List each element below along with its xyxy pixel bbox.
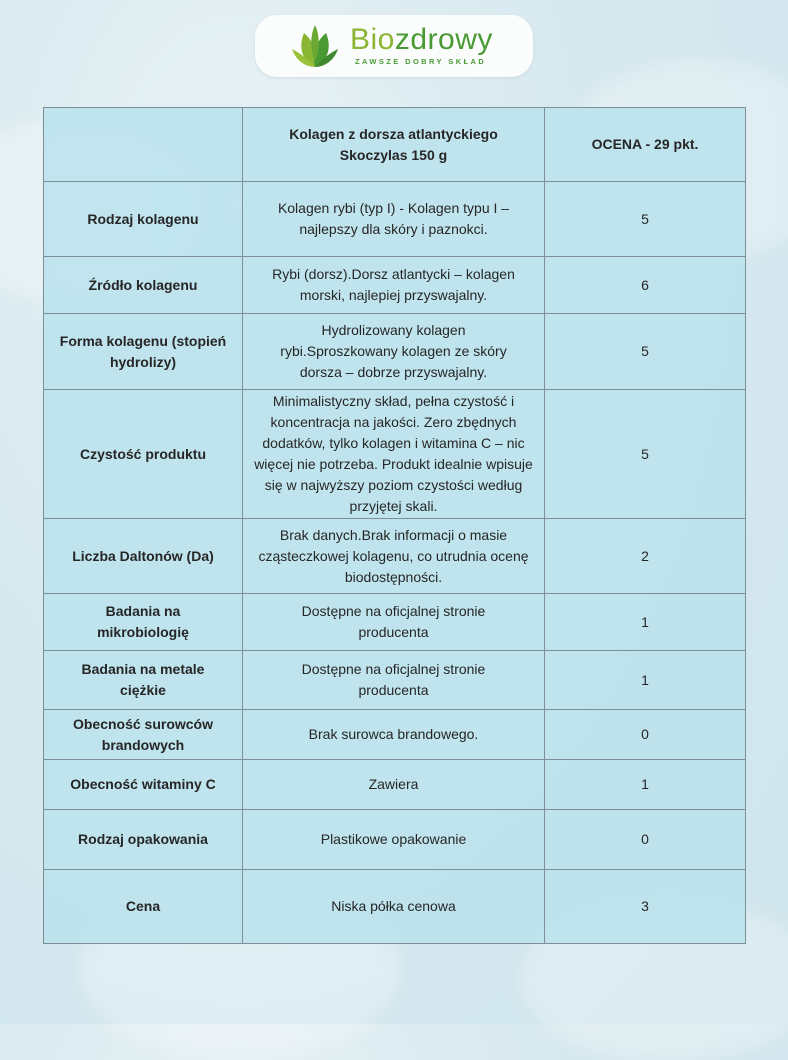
table-row bbox=[44, 810, 746, 870]
row-score: 3 bbox=[545, 870, 746, 944]
header-product: Kolagen z dorsza atlantyckiego Skoczylas 150 g bbox=[243, 108, 545, 182]
row-score: 1 bbox=[545, 594, 746, 651]
row-criterion: Źródło kolagenu bbox=[44, 257, 243, 314]
row-description: Kolagen rybi (typ I) - Kolagen typu I – najlepszy dla skóry i paznokci. bbox=[243, 182, 545, 257]
table-row bbox=[44, 710, 746, 760]
row-score: 6 bbox=[545, 257, 746, 314]
row-criterion: Obecność witaminy C bbox=[44, 760, 243, 810]
row-score: 1 bbox=[545, 651, 746, 710]
row-score: 5 bbox=[545, 314, 746, 390]
row-description: Rybi (dorsz).Dorsz atlantycki – kolagen morski, najlepiej przyswajalny. bbox=[243, 257, 545, 314]
table-row bbox=[44, 760, 746, 810]
row-criterion: Obecność surowców brandowych bbox=[44, 710, 243, 760]
table-row bbox=[44, 390, 746, 519]
row-description: Minimalistyczny skład, pełna czystość i koncentracja na jakości. Zero zbędnych dodatków, tylko kolagen i witamina C – nic więcej nie potrzeba. Produkt idealnie wpisuje się w najwyższy poziom czystości według przyjętej skali. bbox=[243, 390, 545, 519]
row-description: Dostępne na oficjalnej stronie producenta bbox=[243, 651, 545, 710]
table-row bbox=[44, 519, 746, 594]
row-criterion: Rodzaj opakowania bbox=[44, 810, 243, 870]
row-description: Hydrolizowany kolagen rybi.Sproszkowany kolagen ze skóry dorsza – dobrze przyswajalny. bbox=[243, 314, 545, 390]
brand-logo[interactable] bbox=[255, 15, 533, 77]
row-score: 5 bbox=[545, 390, 746, 519]
row-description: Brak surowca brandowego. bbox=[243, 710, 545, 760]
table-row bbox=[44, 651, 746, 710]
row-description: Zawiera bbox=[243, 760, 545, 810]
table-row bbox=[44, 594, 746, 651]
comparison-table bbox=[43, 107, 746, 944]
header-score: OCENA - 29 pkt. bbox=[545, 108, 746, 182]
row-score: 0 bbox=[545, 710, 746, 760]
row-description: Niska półka cenowa bbox=[243, 870, 545, 944]
row-score: 0 bbox=[545, 810, 746, 870]
table-row bbox=[44, 314, 746, 390]
row-criterion: Badania na mikrobiologię bbox=[44, 594, 243, 651]
row-description: Plastikowe opakowanie bbox=[243, 810, 545, 870]
row-score: 1 bbox=[545, 760, 746, 810]
table-header-row bbox=[44, 108, 746, 182]
header-criterion bbox=[44, 108, 243, 182]
row-description: Dostępne na oficjalnej stronie producenta bbox=[243, 594, 545, 651]
row-criterion: Forma kolagenu (stopień hydrolizy) bbox=[44, 314, 243, 390]
brand-tagline: ZAWSZE DOBRY SKŁAD bbox=[355, 57, 487, 66]
row-criterion: Cena bbox=[44, 870, 243, 944]
table-row bbox=[44, 870, 746, 944]
row-description: Brak danych.Brak informacji o masie cząsteczkowej kolagenu, co utrudnia ocenę biodostępności. bbox=[243, 519, 545, 594]
row-criterion: Rodzaj kolagenu bbox=[44, 182, 243, 257]
row-score: 2 bbox=[545, 519, 746, 594]
leaf-logo-icon bbox=[288, 21, 342, 71]
brand-name: Biozdrowy bbox=[350, 23, 493, 56]
table-row bbox=[44, 257, 746, 314]
table-row bbox=[44, 182, 746, 257]
row-criterion: Badania na metale ciężkie bbox=[44, 651, 243, 710]
row-score: 5 bbox=[545, 182, 746, 257]
row-criterion: Liczba Daltonów (Da) bbox=[44, 519, 243, 594]
row-criterion: Czystość produktu bbox=[44, 390, 243, 519]
